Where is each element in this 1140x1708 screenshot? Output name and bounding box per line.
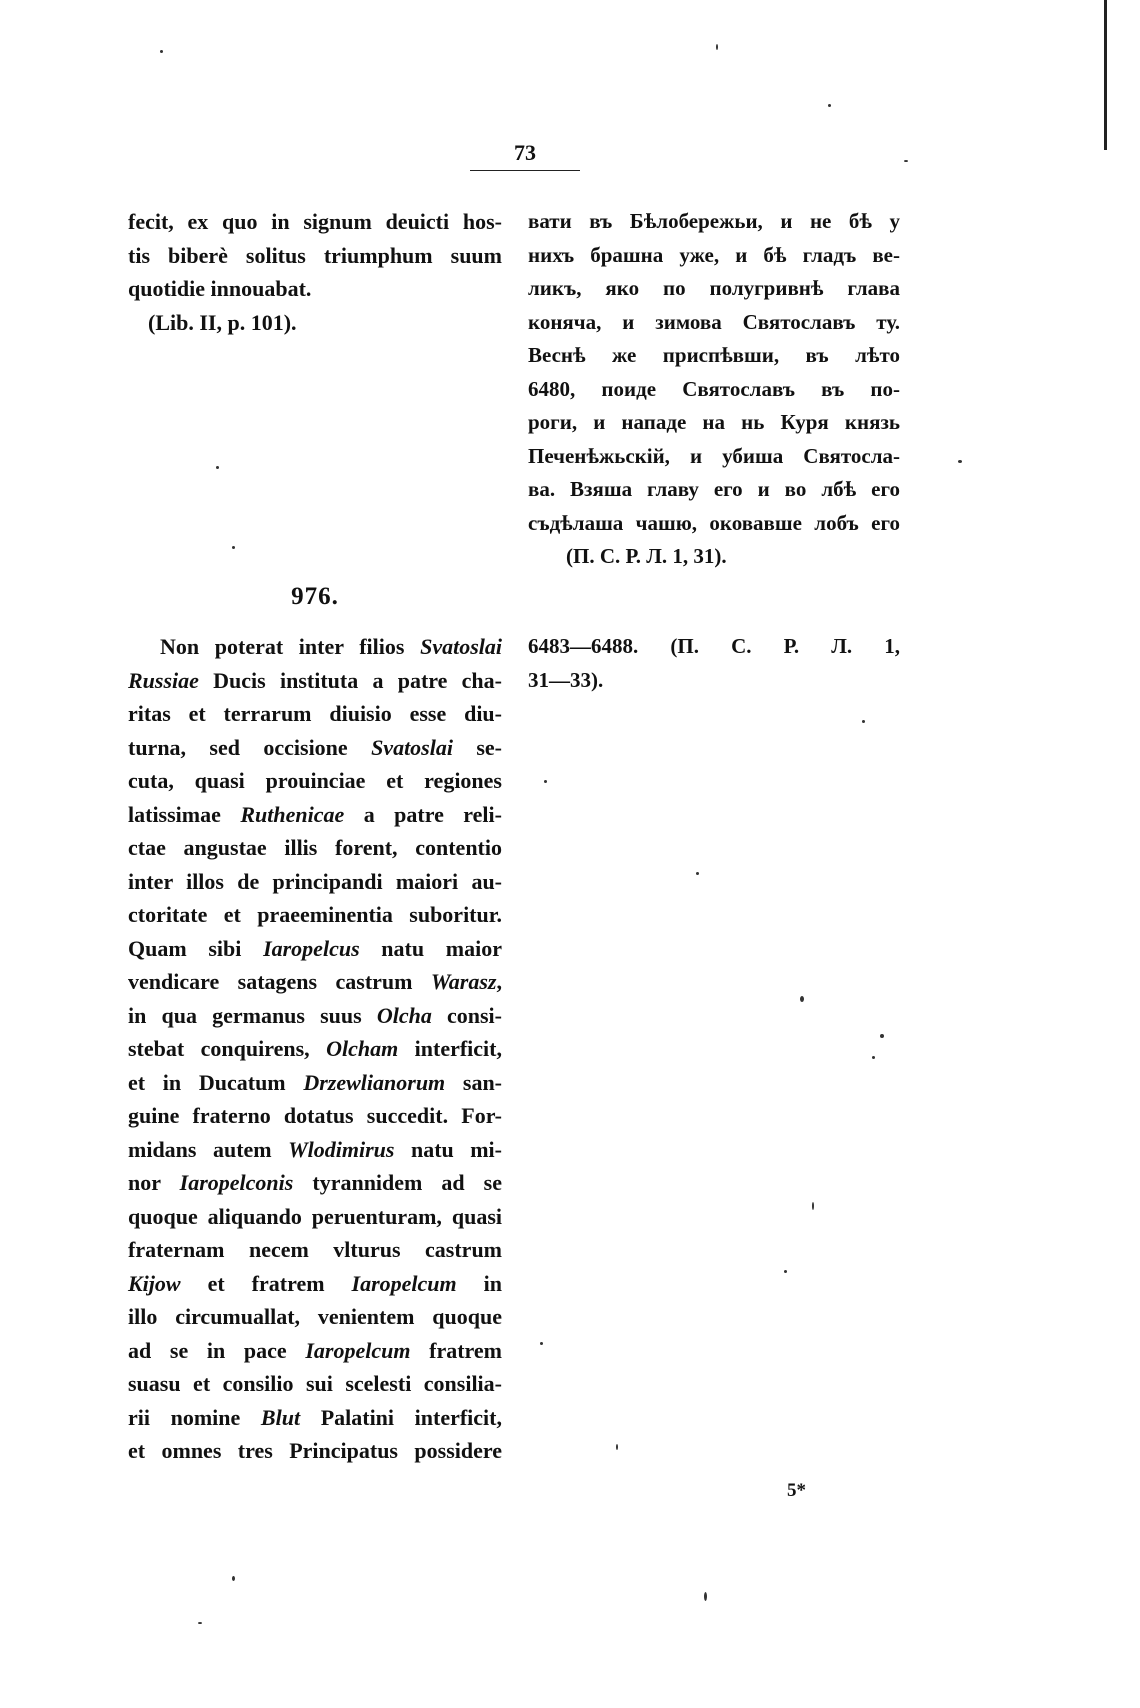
text-line: ликъ, яко по полугривнѣ глава [528, 276, 900, 300]
text-line: съдѣлаша чашю, оковавше лобъ его [528, 510, 900, 535]
citation: (Lib. II, p. 101). [148, 309, 297, 335]
text-line: fraternam necem vlturus castrum [128, 1237, 502, 1262]
text-line: rii nomine Blut Palatini interficit, [128, 1404, 502, 1430]
text-line: Веснѣ же приспѣвши, въ лѣто [528, 343, 900, 367]
scan-speck [862, 720, 865, 723]
text-line: nor Iaropelconis tyrannidem ad se [128, 1170, 502, 1195]
text-line: ad se in pace Iaropelcum fratrem [128, 1337, 502, 1363]
text-line: turna, sed occisione Svatoslai se- [128, 734, 502, 760]
text-line: illo circumuallat, venientem quoque [128, 1304, 502, 1329]
text-line: cuta, quasi prouinciae et regiones [128, 768, 502, 793]
left-column-top [128, 205, 502, 339]
text-line: suasu et consilio sui scelesti consilia- [128, 1371, 502, 1396]
scan-speck [784, 1270, 787, 1273]
scan-speck [812, 1202, 814, 1210]
scan-speck [216, 466, 219, 469]
text-line: Russiae Ducis instituta a patre cha- [128, 667, 502, 693]
scan-speck [540, 1342, 543, 1345]
signature-mark: 5* [787, 1480, 806, 1501]
scan-speck [800, 996, 804, 1002]
text-line: et omnes tres Principatus possidere [128, 1438, 502, 1463]
text-line: Печенѣжьскій, и убиша Святосла- [528, 443, 900, 468]
text-line: нихъ брашна уже, и бѣ гладъ ве- [528, 242, 900, 267]
right-column-entry [528, 630, 900, 697]
year-heading: 976. [291, 583, 339, 610]
right-column-top [528, 205, 900, 574]
scan-speck [544, 780, 547, 783]
text-line: fecit, ex quo in signum deuicti hos- [128, 209, 502, 234]
text-line: роги, и нападе на нь Куря князь [528, 410, 900, 434]
latin-paragraph [128, 630, 502, 1468]
scan-speck [958, 460, 962, 463]
text-line: 6483—6488. (П. С. Р. Л. 1, [528, 634, 900, 658]
text-line: quoque aliquando peruenturam, quasi [128, 1203, 502, 1229]
scan-speck [232, 546, 235, 549]
text-line: Quam sibi Iaropelcus natu maior [128, 935, 502, 961]
scan-speck [160, 50, 163, 53]
scan-edge-line [1104, 0, 1107, 150]
text-line: in qua germanus suus Olcha consi- [128, 1002, 502, 1028]
text-line: tis biberè solitus triumphum suum [128, 242, 502, 268]
text-line: vendicare satagens castrum Warasz, [128, 969, 502, 994]
scan-speck [880, 1034, 884, 1038]
text-line: ctoritate et praeeminentia suboritur. [128, 902, 502, 927]
scan-speck [872, 1056, 875, 1059]
text-line: 31—33). [528, 667, 604, 692]
text-line: Non poterat inter filios Svatoslai [160, 634, 502, 659]
page-number: 73 [470, 140, 580, 171]
text-line: latissimae Ruthenicae a patre reli- [128, 801, 502, 827]
scan-speck [704, 1592, 707, 1601]
text-line: 6480, поиде Святославъ въ по- [528, 376, 900, 401]
citation: (П. С. Р. Л. 1, 31). [566, 544, 727, 568]
text-line: guine fraterno dotatus succedit. For- [128, 1103, 502, 1128]
scan-speck [232, 1576, 235, 1581]
scan-speck [904, 160, 908, 162]
text-line: stebat conquirens, Olcham interficit, [128, 1036, 502, 1061]
scan-speck [696, 872, 699, 875]
text-line: ctae angustae illis forent, contentio [128, 835, 502, 860]
text-line: ritas et terrarum diuisio esse diu- [128, 701, 502, 726]
text-line: коняча, и зимова Святославъ ту. [528, 309, 900, 334]
text-line: quotidie innouabat. [128, 276, 312, 301]
scan-speck [828, 104, 831, 107]
text-line: ва. Взяша главу его и во лбѣ его [528, 477, 900, 501]
text-line: midans autem Wlodimirus natu mi- [128, 1136, 502, 1162]
scan-speck [616, 1444, 618, 1450]
text-line: et in Ducatum Drzewlianorum san- [128, 1069, 503, 1095]
text-line: Kijow et fratrem Iaropelcum in [128, 1270, 502, 1296]
text-line: вати въ Бѣлобережьи, и не бѣ у [528, 209, 900, 233]
text-line: inter illos de principandi maiori au- [128, 868, 502, 894]
scan-speck [198, 1622, 202, 1624]
scan-speck [716, 44, 718, 50]
